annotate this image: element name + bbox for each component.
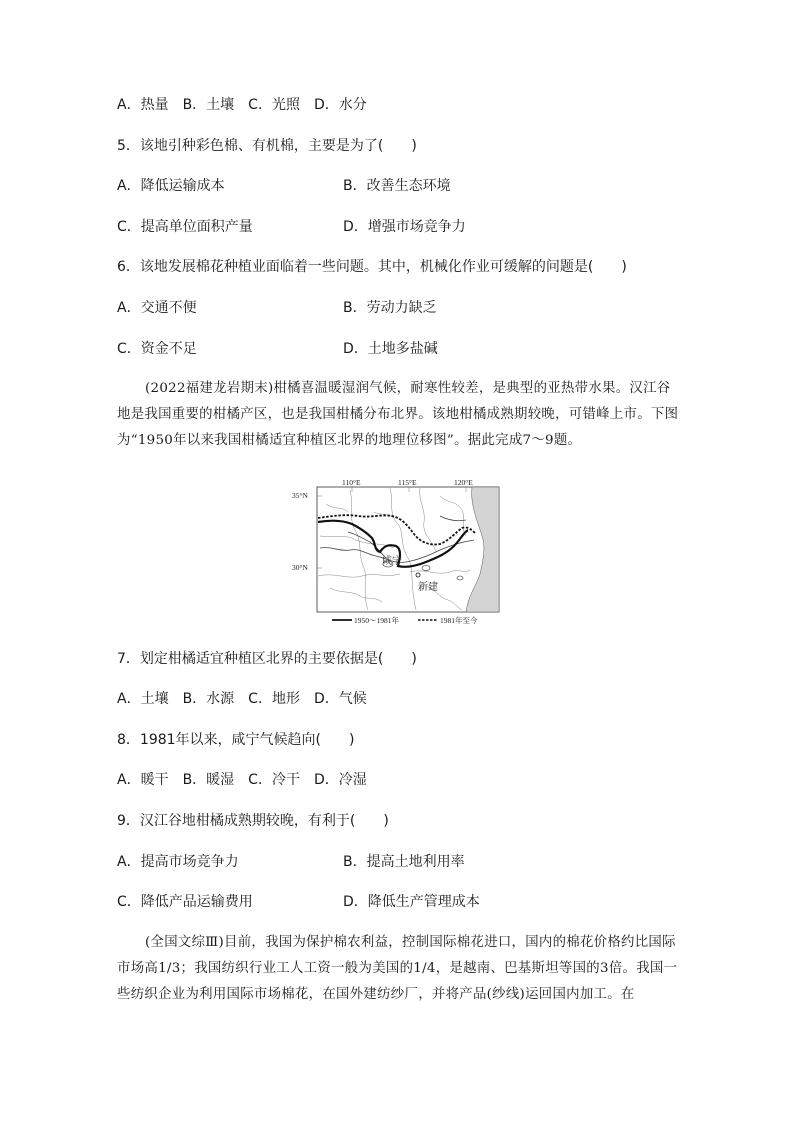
q6-option-b: B．劳动力缺乏 xyxy=(343,300,437,316)
q7-options: A．土壤 B．水源 C．地形 D．气候 xyxy=(117,691,367,707)
passage-citrus-text: (2022福建龙岩期末)柑橘喜温暖湿润气候，耐寒性较差，是典型的亚热带水果。汉江谷地是我国重要的柑橘产区，也是我国柑橘分布北界。该地柑橘成熟期较晚，可错峰上市。下图为“1950年以来我国柑橘适宜种植区北界的地理位移图”。据此完成7～9题。 xyxy=(117,381,679,448)
q5-option-b: B．改善生态环境 xyxy=(343,178,451,194)
q4-options: A．热量 B．土壤 C．光照 D．水分 xyxy=(117,97,367,113)
q9-option-b: B．提高土地利用率 xyxy=(343,854,465,870)
q9-option-c: C．降低产品运输费用 xyxy=(117,894,253,910)
q9-option-d: D．降低生产管理成本 xyxy=(343,894,480,910)
legend-dashed-label: 1981年至今 xyxy=(440,616,478,625)
q9-stem: 9．汉江谷地柑橘成熟期较晚，有利于( ) xyxy=(117,813,389,829)
lon-label-110: 110°E xyxy=(342,478,361,487)
q5-option-a: A．降低运输成本 xyxy=(117,178,225,194)
citrus-northern-boundary-map xyxy=(290,476,502,628)
lon-label-115: 115°E xyxy=(398,478,417,487)
city-xinjian: 新建 xyxy=(418,582,438,593)
legend-solid-label: 1950～1981年 xyxy=(354,616,399,625)
q9-option-a: A．提高市场竞争力 xyxy=(117,854,239,870)
passage-cotton xyxy=(117,930,679,1008)
q7-stem: 7．划定柑橘适宜种植区北界的主要依据是( ) xyxy=(117,651,417,667)
q5-option-c: C．提高单位面积产量 xyxy=(117,219,253,235)
q8-options: A．暖干 B．暖湿 C．冷干 D．冷湿 xyxy=(117,772,367,788)
passage-citrus xyxy=(117,376,679,454)
q6-option-a: A．交通不便 xyxy=(117,300,197,316)
q5-option-d: D．增强市场竞争力 xyxy=(343,219,466,235)
lat-label-30: 30°N xyxy=(292,563,308,572)
lat-label-35: 35°N xyxy=(292,491,308,500)
q8-stem: 8．1981年以来，咸宁气候趋向( ) xyxy=(117,732,355,748)
q6-option-c: C．资金不足 xyxy=(117,341,197,357)
q5-stem: 5．该地引种彩色棉、有机棉，主要是为了( ) xyxy=(117,138,417,154)
city-xianning: 咸宁 xyxy=(382,556,402,567)
q6-option-d: D．土地多盐碱 xyxy=(343,341,438,357)
map-legend xyxy=(332,615,478,625)
q6-stem: 6．该地发展棉花种植业面临着一些问题。其中，机械化作业可缓解的问题是( ) xyxy=(117,259,627,275)
passage-cotton-text: (全国文综Ⅲ)目前，我国为保护棉农利益，控制国际棉花进口，国内的棉花价格约比国际市场高1/3；我国纺织行业工人工资一般为美国的1/4，是越南、巴基斯坦等国的3倍。我国一些纺织企业为利用国际市场棉花，在国外建纺纱厂，并将产品(纱线)运回国内加工。在 xyxy=(117,935,678,1002)
city-xinjian-marker xyxy=(416,573,420,577)
lon-label-120: 120°E xyxy=(454,478,473,487)
